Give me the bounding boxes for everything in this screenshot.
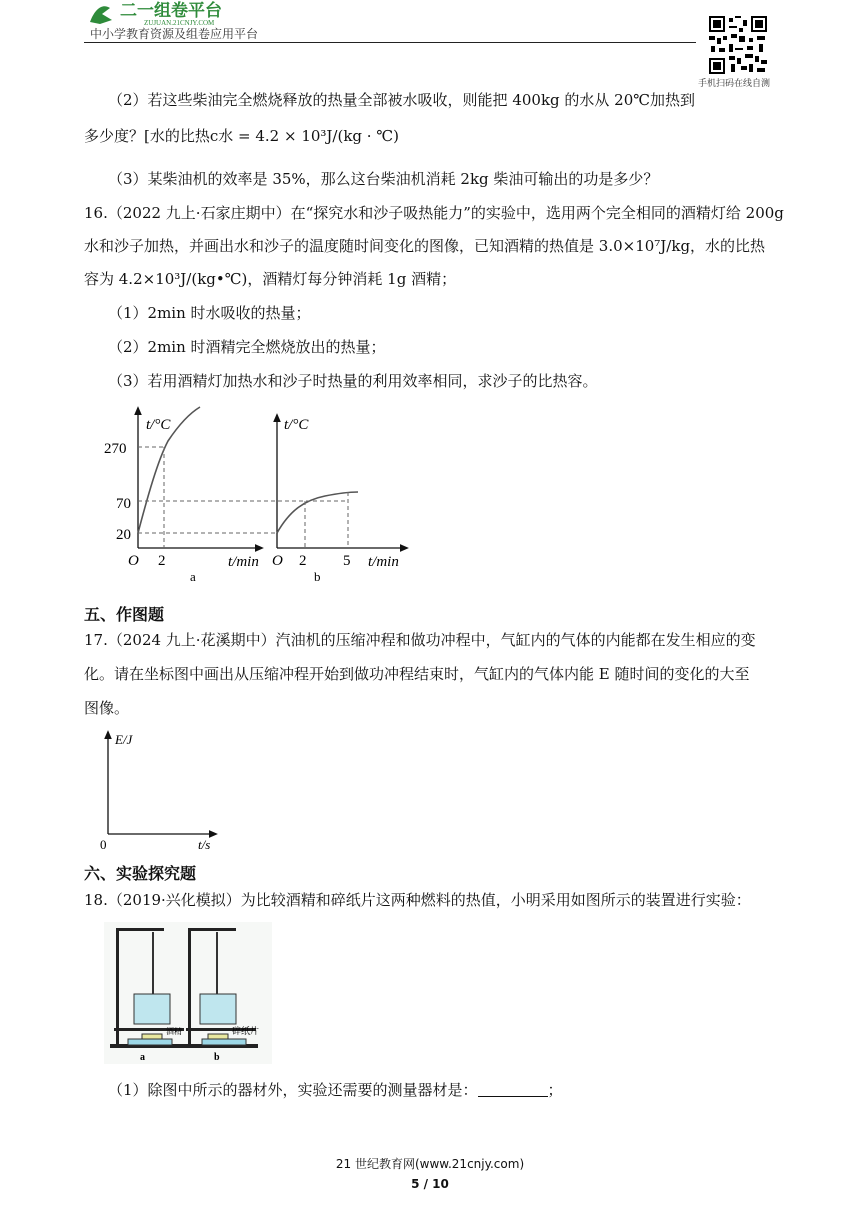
section-6-title: 六、实验探究题 (84, 864, 197, 883)
graph-b-caption: b (314, 569, 321, 584)
section-5-title: 五、作图题 (84, 605, 165, 624)
energy-axes (96, 728, 226, 852)
fuel-a-label: 酒精 (166, 1027, 182, 1036)
graph-a (104, 407, 260, 584)
header-divider (84, 42, 696, 43)
graph-b-xtick-2: 2 (299, 553, 307, 569)
q16-line3: 容为 4.2×10³J/(kg•℃)，酒精灯每分钟消耗 1g 酒精； (84, 270, 457, 288)
experiment-apparatus-figure (104, 922, 272, 1064)
graph-a-caption: a (190, 569, 196, 584)
graph-a-ytick-270: 270 (104, 441, 127, 457)
q16-sub3: （3）若用酒精灯加热水和沙子时热量的利用效率相同，求沙子的比热容。 (108, 372, 598, 390)
q18-sub1-end: ； (547, 1081, 563, 1099)
graph-b-curve (277, 492, 358, 533)
fig-label-a: a (140, 1052, 145, 1063)
logo-url: ZUJUAN.21CNJY.COM (144, 19, 215, 26)
graph-b-xlabel: t/min (368, 554, 399, 570)
q17-line3: 图像。 (84, 699, 130, 717)
q16-sub1: （1）2min 时水吸收的热量； (108, 304, 311, 322)
q18-sub1-text: （1）除图中所示的器材外，实验还需要的测量器材是： (108, 1081, 478, 1099)
platform-logo (86, 0, 276, 26)
graph-b (272, 417, 405, 584)
q16-sub2: （2）2min 时酒精完全燃烧放出的热量； (108, 338, 386, 356)
graph-a-ytick-70: 70 (116, 496, 131, 512)
graph-a-origin: O (128, 553, 139, 569)
graph-b-xtick-5: 5 (343, 553, 351, 569)
graph-b-origin: O (272, 553, 283, 569)
footer-site[interactable]: 21 世纪教育网(www.21cnjy.com) (335, 1157, 525, 1171)
answer-blank[interactable] (478, 1082, 548, 1097)
axis-xlabel: t/s (198, 837, 211, 852)
graph-a-ytick-20: 20 (116, 527, 131, 543)
q16-line1: 16.（2022 九上·石家庄期中）在“探究水和沙子吸热能力”的实验中，选用两个完全相同的酒精灯给 200g (84, 204, 784, 222)
axis-ylabel: E/J (115, 732, 133, 747)
header-subtitle: 中小学教育资源及组卷应用平台 (90, 27, 259, 41)
q17-line2: 化。请在坐标图中画出从压缩冲程开始到做功冲程结束时，气缸内的气体内能 E 随时间的变化的大至 (84, 665, 750, 683)
q15-part2-line1: （2）若这些柴油完全燃烧释放的热量全部被水吸收，则能把 400kg 的水从 20℃加热到 (108, 91, 696, 109)
logo-text: 二一组卷平台 (120, 1, 222, 20)
q15-part3: （3）某柴油机的效率是 35%，那么这台柴油机消耗 2kg 柴油可输出的功是多少？ (108, 170, 659, 188)
fig-label-b: b (214, 1052, 220, 1063)
qr-code-icon[interactable] (707, 14, 769, 76)
fuel-b-label: 碎纸片 (232, 1026, 260, 1036)
page-number: 5 / 10 (411, 1177, 449, 1191)
axis-origin: 0 (100, 837, 107, 852)
graph-a-xlabel: t/min (228, 554, 259, 570)
temperature-graphs (100, 405, 420, 590)
q18-line1: 18.（2019·兴化模拟）为比较酒精和碎纸片这两种燃料的热值，小明采用如图所示的装置进行实验： (84, 891, 751, 909)
graph-a-ylabel: t/°C (146, 417, 171, 433)
q17-line1: 17.（2024 九上·花溪期中）汽油机的压缩冲程和做功冲程中，气缸内的气体的内能都在发生相应的变 (84, 631, 756, 649)
q18-sub1 (108, 1080, 563, 1100)
q15-part2-line2: 多少度？[水的比热c水 = 4.2 × 10³J/(kg · ℃) (84, 127, 399, 145)
graph-a-xtick-2: 2 (158, 553, 166, 569)
q16-line2: 水和沙子加热，并画出水和沙子的温度随时间变化的图像，已知酒精的热值是 3.0×10⁷J/kg，水的比热 (84, 237, 766, 255)
graph-b-ylabel: t/°C (284, 417, 309, 433)
qr-caption: 手机扫码在线自测 (698, 79, 771, 89)
